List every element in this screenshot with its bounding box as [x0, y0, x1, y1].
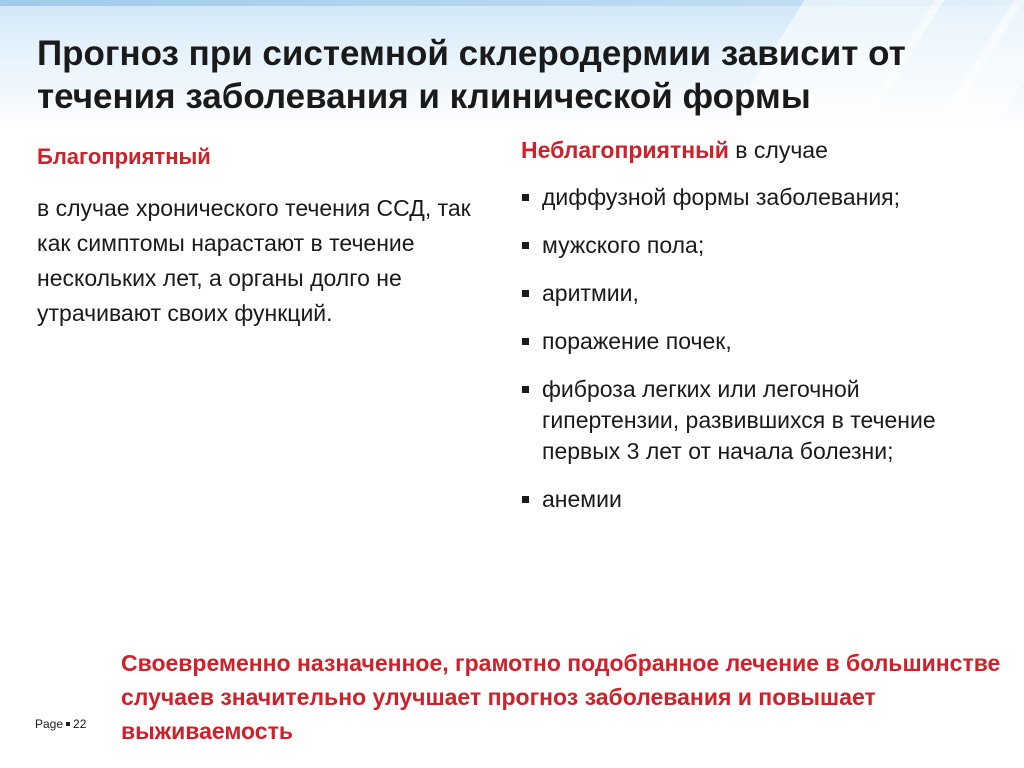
- bullet-icon: [522, 386, 529, 393]
- list-item-text: фиброза легких или легочной гипертензии, развившихся в течение первых 3 лет от начала болезни;: [542, 376, 936, 464]
- list-item: [521, 182, 1001, 213]
- list-item: [521, 484, 1001, 515]
- separator-dot-icon: [66, 722, 70, 726]
- list-item-text: аритмии,: [542, 280, 639, 306]
- slide-title: Прогноз при системной склеродермии зависит от течения заболевания и клинической формы: [37, 34, 906, 116]
- unfavorable-heading-highlight: Неблагоприятный: [521, 137, 729, 163]
- list-item: [521, 374, 1001, 467]
- conclusion-text: Своевременно назначенное, грамотно подобранное лечение в большинстве случаев значительно улучшает прогноз заболевания и повышает выживаемость: [121, 650, 1001, 744]
- bullet-icon: [522, 242, 529, 249]
- unfavorable-heading-rest: в случае: [728, 137, 828, 163]
- favorable-heading: Благоприятный: [37, 144, 211, 169]
- bullet-icon: [522, 496, 529, 503]
- bullet-icon: [522, 194, 529, 201]
- list-item-text: мужского пола;: [542, 232, 705, 258]
- list-item: [521, 278, 1001, 309]
- list-item-text: анемии: [542, 486, 622, 512]
- list-item-text: поражение почек,: [542, 328, 732, 354]
- favorable-description: в случае хронического течения ССД, так как симптомы нарастают в течение нескольких лет, а органы долго не утрачивают своих функций.: [37, 195, 471, 326]
- list-item: [521, 230, 1001, 261]
- list-item-text: диффузной формы заболевания;: [542, 184, 901, 210]
- unfavorable-heading: [521, 137, 828, 164]
- page-number-value: 22: [73, 717, 87, 731]
- bullet-icon: [522, 290, 529, 297]
- page-label: Page: [35, 717, 64, 731]
- page-number: [35, 717, 86, 731]
- bullet-icon: [522, 338, 529, 345]
- unfavorable-factors-list: [521, 182, 1001, 532]
- list-item: [521, 326, 1001, 357]
